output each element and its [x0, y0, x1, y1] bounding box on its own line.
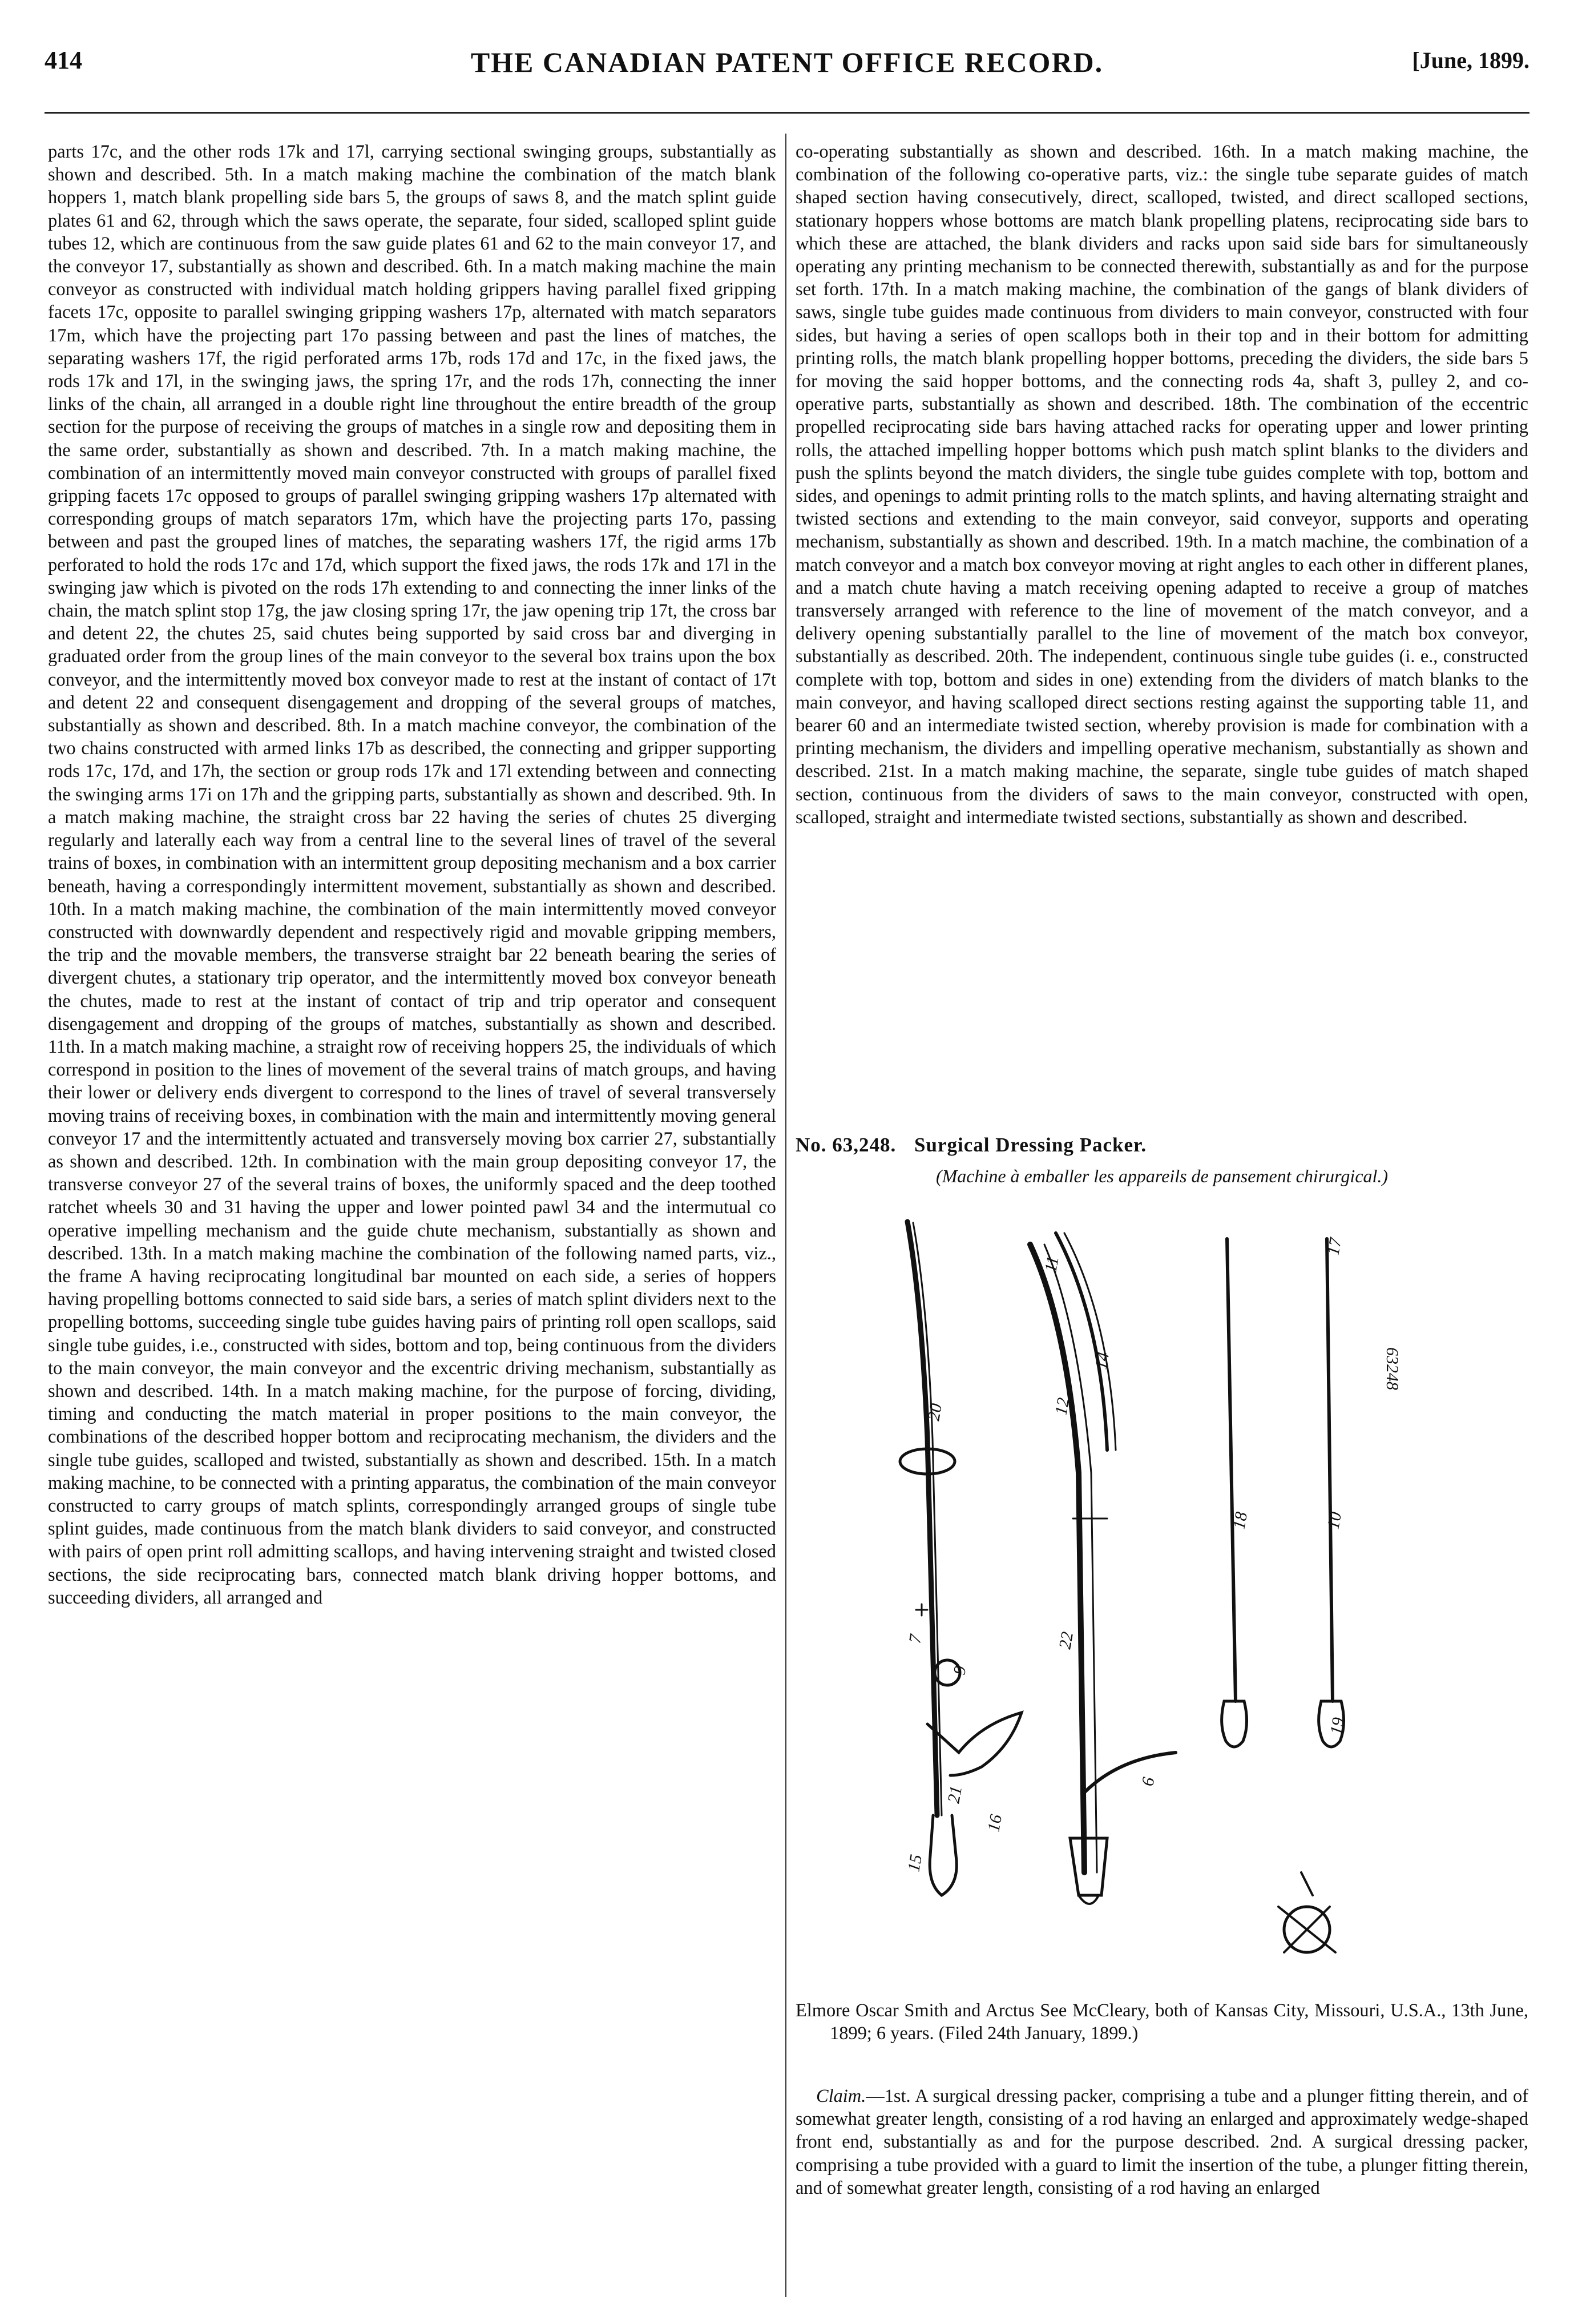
page-date: [June, 1899. [1412, 47, 1529, 73]
inventor-text: Elmore Oscar Smith and Arctus See McCleary, both of Kansas City, Missouri, U.S.A., 13th June, 1899; 6 years. (Filed 24th January, 1899.) [796, 2000, 1528, 2044]
fig-label-9: 9 [950, 1664, 970, 1677]
right-column-text-block [796, 140, 1528, 829]
fig-label-7: 7 [905, 1633, 926, 1645]
surgical-packer-drawing [810, 1210, 1518, 1992]
fig-label-18: 18 [1229, 1510, 1252, 1531]
fig-label-11: 11 [1041, 1255, 1063, 1274]
fig-label-20: 20 [924, 1401, 946, 1423]
claim-text: —1st. A surgical dressing packer, comprising a tube and a plunger fitting therein, and of somewhat greater length, consisting of a rod having an enlarged and approximately wedge-shaped front end, substantially as and for the purpose described. 2nd. A surgical dressing packer, comprising a tube provided with a guard to limit the insertion of the tube, a plunger fitting therein, and of somewhat greater length, consisting of a rod having an enlarged [796, 2086, 1528, 2198]
fig-label-19: 19 [1326, 1715, 1349, 1737]
fig-label-12: 12 [1051, 1396, 1073, 1417]
right-column-text: co-operating substantially as shown and described. 16th. In a match making machine, the combination of the following co-operative parts, viz.: the single tube separate guides of match shaped section having consecutively, direct, scalloped, twisted, and direct scalloped sections, stationary hoppers whose bottoms are match blank propelling platens, reciprocating side bars to which these are attached, the blank dividers and racks upon said side bars for simultaneously operating any printing mechanism to be connected therewith, substantially as and for the purpose set forth. 17th. In a match making machine, the combination of the gangs of blank dividers of saws, single tube guides made continuous from dividers to main conveyor, constructed with four sides, but having a series of open scallops both in their top and in their bottom for admitting printing rolls, the match blank propelling hopper bottoms, preceding the dividers, the side bars 5 for moving the said hopper bottoms, and the connecting rods 4a, shaft 3, pulley 2, and co-operative parts, substantially as shown and described. 18th. The combination of the eccentric propelled reciprocating side bars having attached racks for operating upper and lower printing rolls, the attached impelling hopper bottoms which push match splint blanks to the dividers and push the splints beyond the match dividers, the single tube guides complete with top, bottom and sides, and openings to admit printing rolls to the match splints, and having alternating straight and twisted sections and extending to the main conveyor, said conveyor, supports and operating mechanism, substantially as shown and described. 19th. In a match machine, the combination of a match conveyor and a match box conveyor moving at right angles to each other in different planes, and a match chute having a match receiving opening adapted to receive a group of matches transversely arranged with reference to the line of movement of the match conveyor, and a delivery opening substantially parallel to the line of movement of the match box conveyor, substantially as described. 20th. The independent, continuous single tube guides (i. e., constructed complete with top, bottom and sides in one) extending from the dividers of match blanks to the main conveyor, and having scalloped direct sections resting against the supporting table 11, and bearer 60 and an intermediate twisted section, whereby provision is made for combination with a printing mechanism, the dividers and impelling operative mechanism, substantially as shown and described. 21st. In a match making machine, the separate, single tube guides of match shaped section, continuous from the dividers of saws to the main conveyor, constructed with open, scalloped, straight and intermediate twisted sections, substantially as shown and described. [796, 142, 1528, 828]
fig-label-6: 6 [1138, 1775, 1159, 1788]
fig-label-10: 10 [1323, 1510, 1346, 1531]
claim-label: Claim. [816, 2086, 866, 2106]
column-divider [785, 134, 786, 2297]
page-number: 414 [45, 46, 82, 74]
fig-label-serial: 63248 [1383, 1347, 1402, 1390]
left-column-text: parts 17c, and the other rods 17k and 17l, carrying sectional swinging groups, substantially as shown and described. 5th. In a match making machine the combination of the match blank hoppers 1, match blank propelling side bars 5, the groups of saws 8, and the match splint guide plates 61 and 62, through which the saws operate, the separate, four sided, scalloped splint guide tubes 12, which are continuous from the saw guide plates 61 and 62 to the main conveyor 17, and the conveyor 17, substantially as shown and described. 6th. In a match making machine the main conveyor as constructed with individual match holding grippers having parallel fixed gripping facets 17c, opposite to parallel swinging gripping washers 17p, alternated with match separators 17m, which have the projecting part 17o passing between and past the lines of matches, the separating washers 17f, the rigid perforated arms 17b, rods 17d and 17c, in the fixed jaws, the rods 17k and 17l, in the swinging jaws, the spring 17r, and the rods 17h, connecting the inner links of the chain, all arranged in a double right line throughout the entire breadth of the group section for the purpose of receiving the groups of matches in a single row and depositing them in the same order, substantially as shown and described. 7th. In a match making machine, the combination of an intermittently moved main conveyor constructed with groups of parallel fixed gripping facets 17c opposed to groups of parallel swinging gripping washers 17p alternated with corresponding groups of match separators 17m, which have the projecting parts 17o, passing between and past the grouped lines of matches, the separating washers 17f, the rigid arms 17b perforated to hold the rods 17c and 17d, which support the fixed jaws, the rods 17k and 17l in the swinging jaw which is pivoted on the rods 17h extending to and connecting the inner links of the chain, the match splint stop 17g, the jaw closing spring 17r, the jaw opening trip 17t, the cross bar and detent 22, the chutes 25, said chutes being supported by said cross bar and diverging in graduated order from the group lines of the main conveyor to the several box trains upon the box conveyor, and the intermittently moved box conveyor made to rest at the instant of contact of 17t and detent 22 and consequent disengagement and dropping of the several groups of matches, substantially as shown and described. 8th. In a match machine conveyor, the combination of the two chains constructed with armed links 17b as described, the connecting and gripper supporting rods 17c, 17d, and 17h, the section or group rods 17k and 17l extending between and connecting the swinging arms 17i on 17h and the gripping parts, substantially as shown and described. 9th. In a match making machine, the straight cross bar 22 having the series of chutes 25 diverging regularly and laterally each way from a central line to the several lines of travel of the several trains of boxes, in combination with an intermittent group depositing mechanism and a box carrier beneath, having a correspondingly intermittent movement, substantially as shown and described. 10th. In a match making machine, the combination of the main intermittently moved conveyor constructed with downwardly dependent and respectively rigid and movable gripping members, the trip and the movable members, the transverse straight bar 22 beneath bearing the series of divergent chutes, a stationary trip operator, and the intermittently moved box conveyor beneath the chutes, made to rest at the instant of contact of trip and trip operator and consequent disengagement and dropping of the groups of matches, substantially as shown and described. 11th. In a match making machine, a straight row of receiving hoppers 25, the individuals of which correspond in position to the lines of movement of the several trains of match groups, and having their lower or delivery ends divergent to correspond to the lines of travel of several transversely moving trains of receiving boxes, in combination with the main and intermittently moving general conveyor 17 and the intermittently actuated and transversely moving box carrier 27, substantially as shown and described. 12th. In combination with the main group depositing conveyor 17, the transverse conveyor 27 of the several trains of boxes, the uniformly spaced and the deep toothed ratchet wheels 30 and 31 having the upper and lower pointed pawl 34 and the intermutual co operative impelling mechanism and the guide chute mechanism, substantially as shown and described. 13th. In a match making machine the combination of the following named parts, viz., the frame A having reciprocating longitudinal bar mounted on each side, a series of hoppers having propelling bottoms connected to said side bars, a series of match splint dividers next to the propelling bottoms, succeeding single tube guides having pairs of printing roll open scallops, said single tube guides, i.e., constructed with sides, bottom and top, being continuous from the dividers to the main conveyor, the main conveyor and the excentric driving mechanism, substantially as shown and described. 14th. In a match making machine, for the purpose of forcing, dividing, timing and conducting the match material in proper positions to the main conveyor, the combinations of the described hopper bottom and reciprocating mechanism, the dividers and the single tube guides, scalloped and twisted, substantially as shown and described. 15th. In a match making machine, to be connected with a printing apparatus, the combination of the main conveyor constructed to carry groups of match splints, correspondingly arranged groups of single tube splint guides, made continuous from the match blank dividers to said conveyor, and constructed with pairs of open print roll admitting scallops, and having intervening straight and twisted closed sections, the side reciprocating bars, connected match blank driving hopper bottoms, and succeeding dividers, all arranged and [48, 142, 776, 1608]
fig-label-17: 17 [1323, 1236, 1346, 1257]
patent-french-title: (Machine à emballer les appareils de pansement chirurgical.) [935, 1166, 1389, 1186]
patent-heading [796, 1134, 1528, 1157]
claim-paragraph [796, 2085, 1528, 2200]
patent-number: No. 63,248. [796, 1134, 897, 1156]
fig-label-16: 16 [984, 1813, 1006, 1834]
fig-label-22: 22 [1055, 1630, 1077, 1651]
page-title: THE CANADIAN PATENT OFFICE RECORD. [470, 46, 1104, 78]
left-column [48, 140, 776, 1609]
patent-title: Surgical Dressing Packer. [914, 1134, 1147, 1156]
inventor-paragraph [796, 1999, 1528, 2045]
fig-label-21: 21 [944, 1784, 966, 1805]
fig-label-15: 15 [904, 1852, 926, 1874]
fig-label-14: 14 [1091, 1350, 1113, 1371]
header-rule [45, 112, 1529, 114]
patent-figure [810, 1210, 1518, 1992]
